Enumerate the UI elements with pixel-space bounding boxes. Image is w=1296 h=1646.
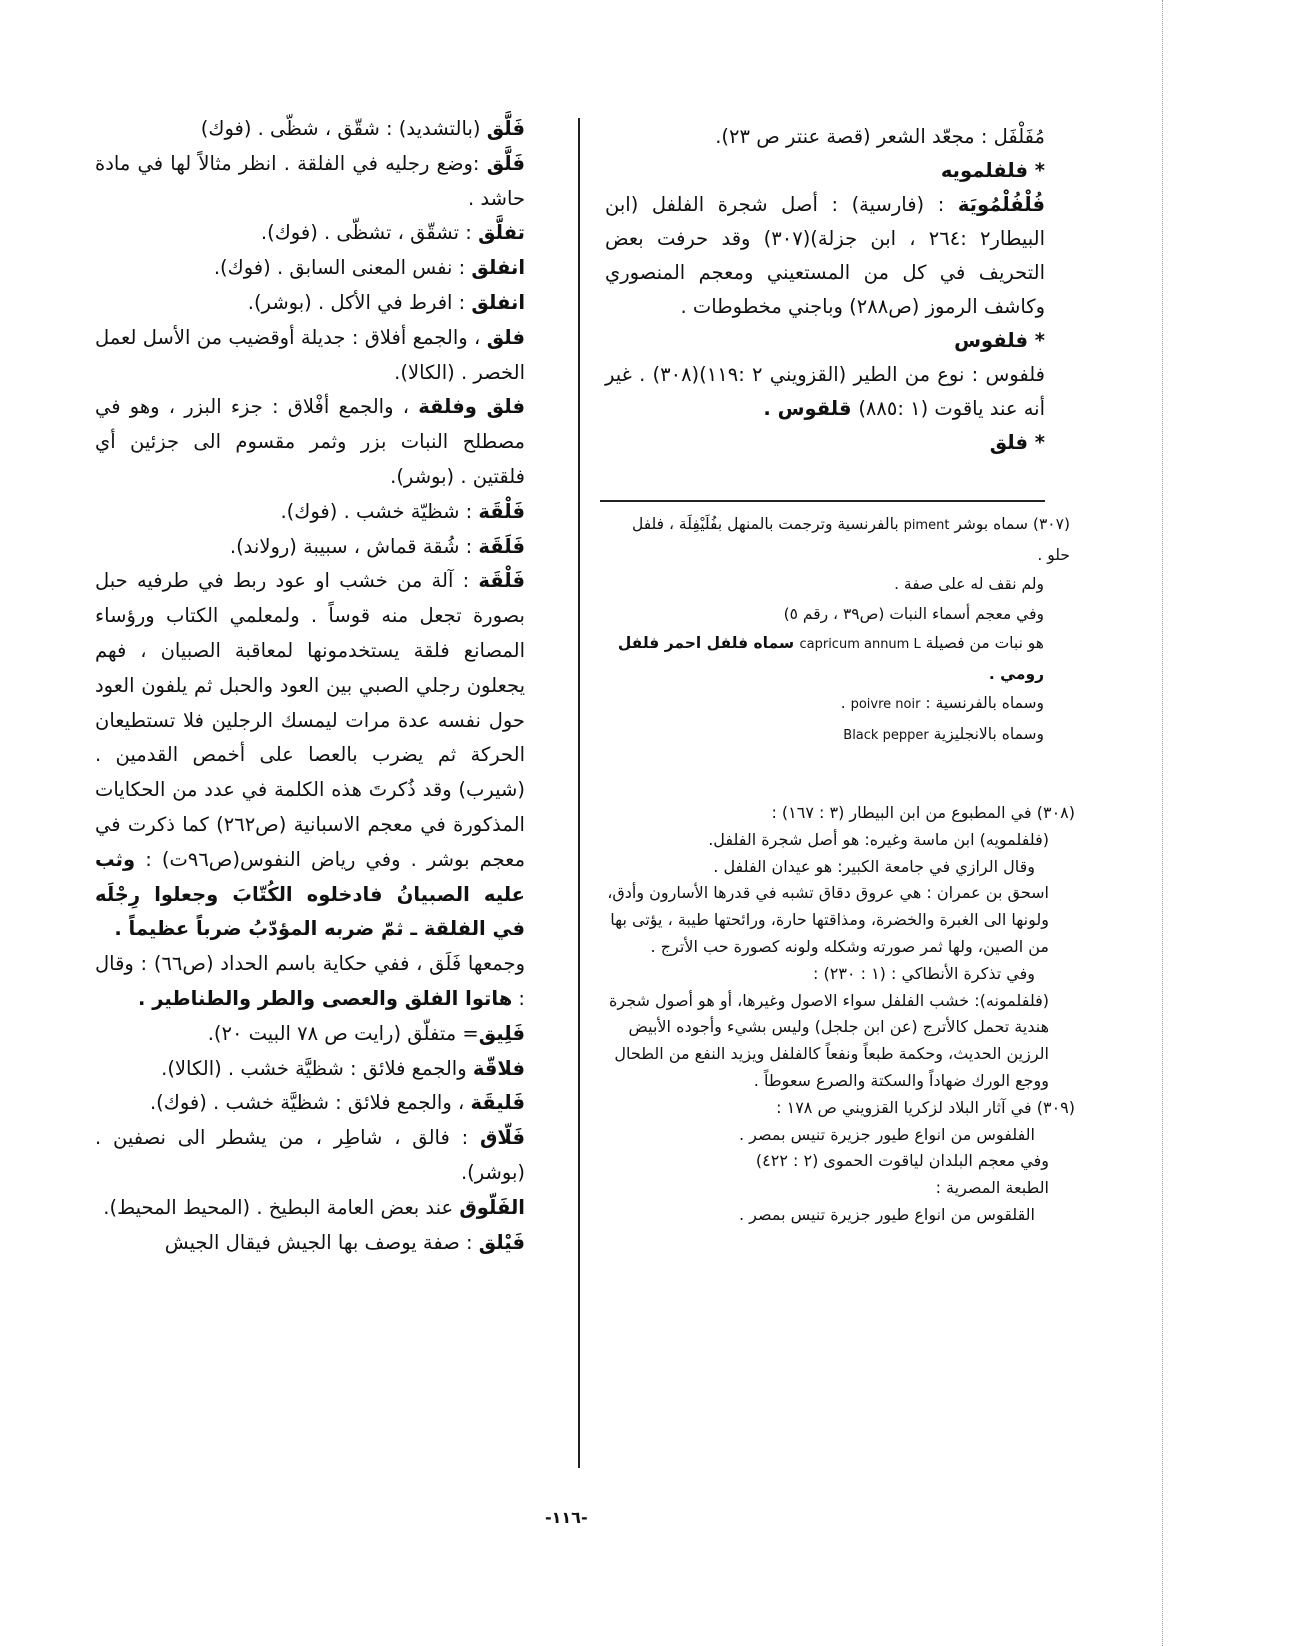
entry: انفلق : نفس المعنى السابق . (فوك).	[213, 256, 525, 280]
entry: انفلق : افرط في الأكل . (بوشر).	[247, 290, 525, 314]
footnote-309: (٣٠٩) في آثار البلاد لزكريا القزويني ص ١٧٨ :	[776, 1097, 1075, 1117]
entry: فَلْقَة : آلة من خشب او عود ربط في طرفيه حبل بصورة تجعل منه قوساً . ولمعلمي الكتاب ورؤساء المصانع فلقة يستخدمونها لمعاقبة الصبيان ، فهم يجعلون رجلي الصبي بين العود والحبل ثم يلفون العود حول نفسه عدة مرات ليمسك الرجلين فلا تستطيعان الحركة ثم يضرب بالعصا على أخمص القدمين . (شيرب) وقد ذُكرتَ هذه الكلمة في عدد من الحكايات المذكورة في معجم الاسبانية (ص٢٦٢) كما ذكرت في معجم بوشر . وفي رياض النفوس(ص٩٦ت) : وثب عليه الصبيانُ فادخلوه الكُتّابَ وجعلوا رِجْلَه في الفلقة ـ ثمّ ضربه المؤدّبُ ضرباً عظيماً .	[95, 569, 526, 941]
page-number: -١١٦-	[545, 1508, 588, 1527]
footnote-number: (٣٠٨)	[1036, 803, 1075, 822]
entry: فلاقّة والجمع فلائق : شظيَّة خشب . (الكالا).	[161, 1056, 525, 1080]
entry: الفَلّوق عند بعض العامة البطيخ . (المحيط المحيط).	[103, 1195, 525, 1219]
entry-heading: * فلفوس	[954, 329, 1045, 352]
footnote-separator	[600, 500, 1045, 502]
entry: فَلّاق : فالق ، شاطِر ، من يشطر الى نصفين . (بوشر).	[95, 1126, 525, 1184]
entry: فَيْلق : صفة يوصف بها الجيش فيقال الجيش	[164, 1230, 525, 1254]
entry: فَلَّق (بالتشديد) : شقّق ، شظّى . (فوك)	[200, 117, 525, 140]
entry: فلق ، والجمع أفلاق : جديلة أوقضيب من الأسل لعمل الخصر . (الكالا).	[95, 325, 525, 384]
left-column	[95, 112, 525, 1260]
entry: فَلْقَة : شظيّة خشب . (فوك).	[280, 499, 525, 523]
quotation: وثب عليه الصبيانُ فادخلوه الكُتّابَ وجعلوا رِجْلَه في الفلقة ـ ثمّ ضربه المؤدّبُ ضرباً عظيماً .	[95, 847, 525, 941]
entry: فَلَّق :وضع رجليه في الفلقة . انظر مثالاً لها في مادة حاشد .	[95, 151, 525, 210]
entry-heading: * فلق	[989, 431, 1045, 454]
entry: فلفوس : نوع من الطير (القزويني ٢ :١١٩)(٣٠٨) . غير أنه عند ياقوت (١ :٨٨٥) قلقوس .	[605, 363, 1045, 420]
footnote-number: (٣٠٧)	[1032, 515, 1070, 533]
entry: فَلَقَة : شُقة قماش ، سبيبة (رولاند).	[229, 534, 525, 558]
footnote-307: (٣٠٧) سماه بوشر piment بالفرنسية وترجمت بالمنهل بفُلَيْفِلَة ، فلفل حلو . ولم نقف له على صفة . وفي معجم أسماء النبات (ص٣٩ ، رقم ٥) هو نبات من فصيلة capricum annum L سماه فلفل احمر فلفل رومي . وسماه بالفرنسية : poivre noir . وسماه بالانجليزية Black pepper	[617, 515, 1070, 743]
right-column	[605, 120, 1045, 460]
entry: فلق وفلقة ، والجمع أفْلاق : جزء البزر ، وهو في مصطلح النبات بزر وثمر مقسوم الى جزئين أي فلقتين . (بوشر).	[95, 395, 525, 488]
entry: فُلْفُلْمُويَة : (فارسية) : أصل شجرة الفلفل (ابن البيطار٢ :٢٦٤ ، ابن جزلة)(٣٠٧) وقد حرفت بعض التحريف في كل من المستعيني ومعجم المنصوري وكاشف الرموز (ص٢٨٨) وباجني مخطوطات .	[605, 193, 1045, 318]
footnote-number: (٣٠٩)	[1036, 1097, 1075, 1117]
column-divider	[578, 118, 580, 1468]
page-edge-line	[1162, 0, 1164, 1646]
entry: تفلَّق : تشقّق ، تشظّى . (فوك).	[260, 221, 525, 245]
quotation: هاتوا الفلق والعصى والطر والطناطير .	[138, 986, 513, 1010]
entry: فَليقَة ، والجمع فلائق : شظيَّة خشب . (فوك).	[149, 1091, 525, 1115]
entry: مُفَلْفَل : مجعّد الشعر (قصة عنتر ص ٢٣).	[715, 125, 1045, 148]
footnote-308: (٣٠٨) في المطبوع من ابن البيطار (٣ : ١٦٧) : (فلفلمويه) ابن ماسة وغيره: هو أصل شجرة الفلفل. وقال الرازي في جامعة الكبير: هو عيدان الفلفل . اسحق بن عمران : هي عروق دقاق تشبه في قدرها الأسارون وأدق، ولونها الى الغبرة والخضرة، ومذاقتها حارة، ورائحتها طيبة ، يؤتى بها من الصين، ولها ثمر صورته وشكله ولونه كصورة حب الأترج . وفي تذكرة الأنطاكي : (١ : ٢٣٠) : (فلفلمونه): خشب الفلفل سواء الاصول وغيرها، أو هو أصول شجرة هندية تحمل كالأترج (عن ابن جلجل) وليس بشيء وأجوده الأبيض الرزين الحديث، وحكمة طبعاً ونفعاً كالفلفل ويزيد النفع من الطحال ووجع الورك ضهاداً والسكتة والصرع سعوطاً . (٣٠٩) في آثار البلاد لزكريا القزويني ص ١٧٨ : الفلفوس من انواع طيور جزيرة تنيس بمصر . وفي معجم البلدان لياقوت الحموى (٢ : ٤٢٢) الطبعة المصرية : القلقوس من انواع طيور جزيرة تنيس بمصر .	[605, 800, 1075, 1229]
entry: وجمعها فَلَق ، ففي حكاية باسم الحداد (ص٦٦) : وقال : هاتوا الفلق والعصى والطر والطناطير .	[95, 952, 525, 1010]
entry-heading: * فلفلمويه	[940, 159, 1045, 182]
entry: فَلِيق= متفلّق (رايت ص ٧٨ البيت ٢٠).	[207, 1021, 525, 1045]
